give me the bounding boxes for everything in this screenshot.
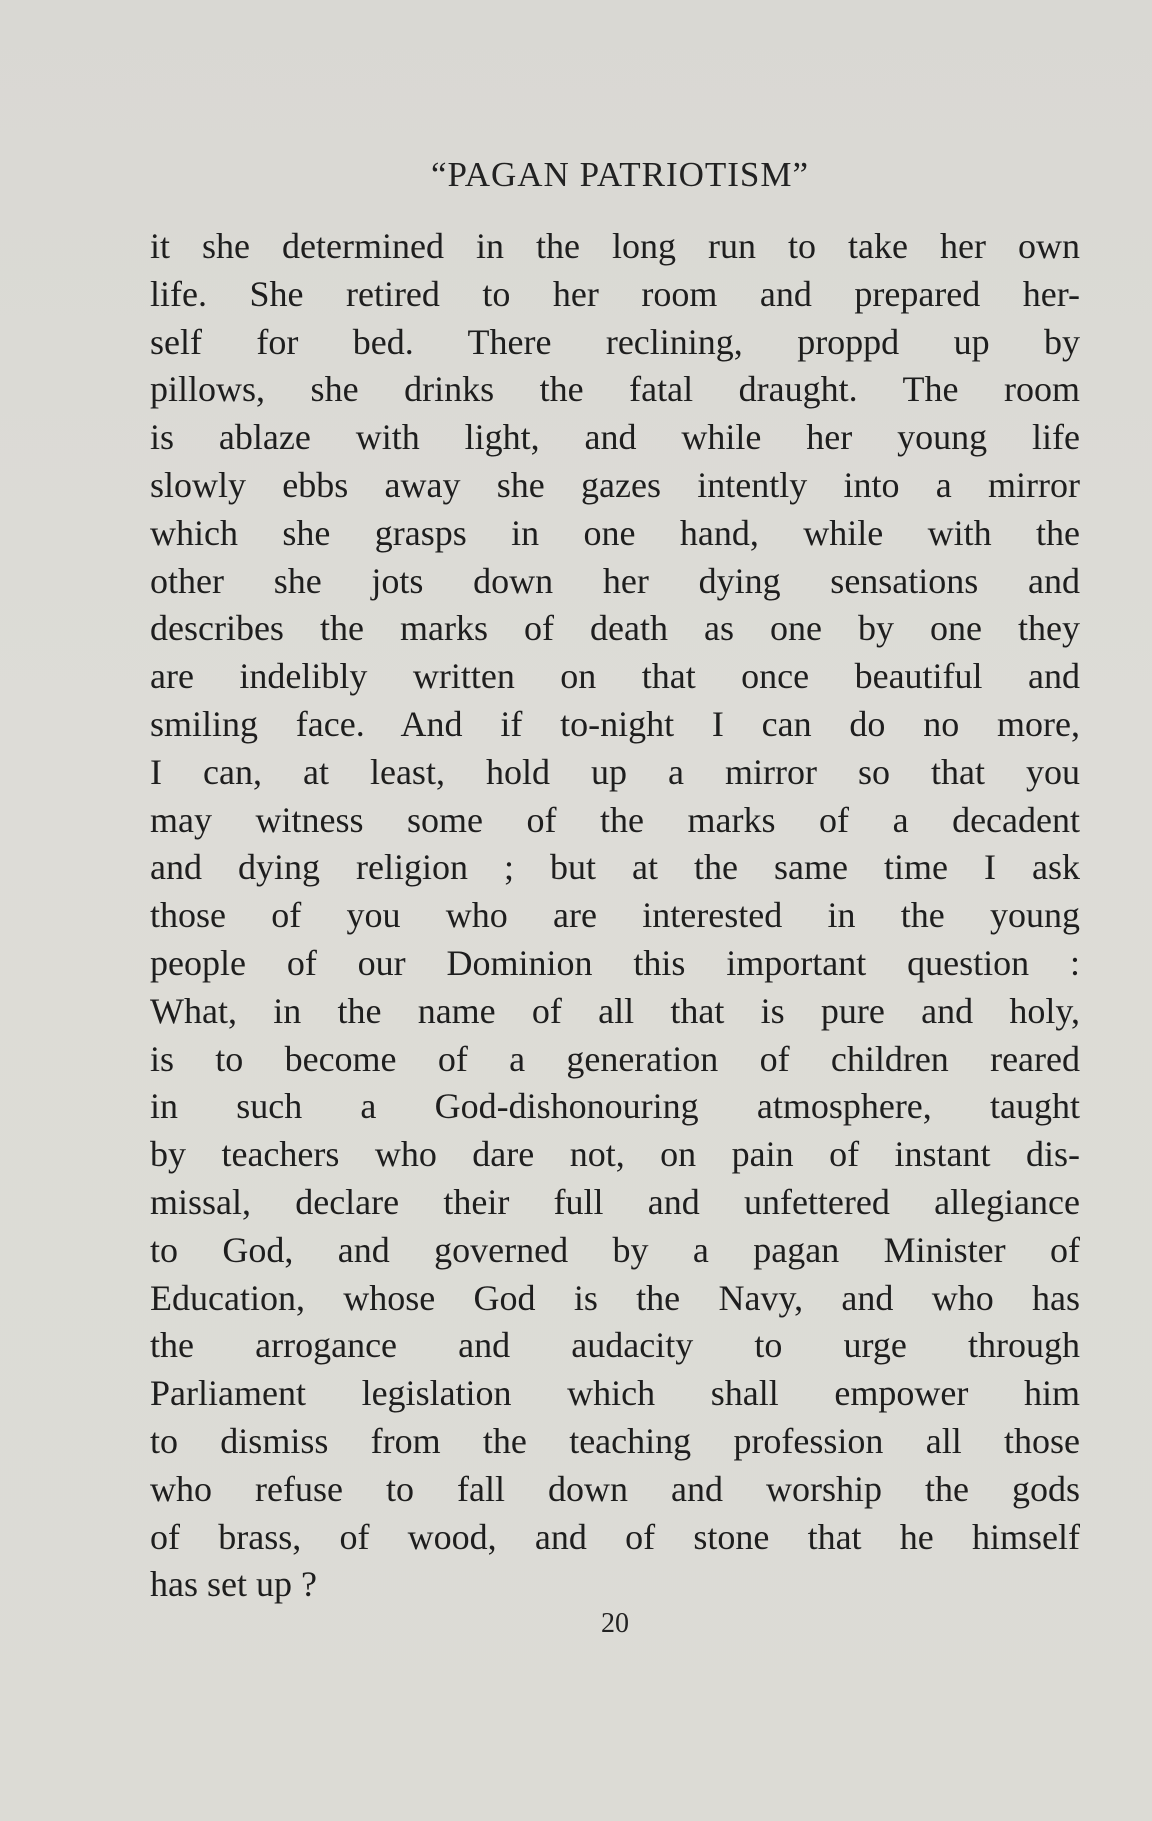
text-line-24: the arrogance and audacity to urge through <box>150 1325 1080 1366</box>
text-line-19: in such a God-dishonouring atmosphere, taught <box>150 1086 1080 1127</box>
text-line-16: people of our Dominion this important question : <box>150 942 1080 983</box>
text-line-10: are indelibly written on that once beautiful and <box>150 656 1080 697</box>
text-line-22: to God, and governed by a pagan Minister of <box>150 1229 1080 1270</box>
text-line-3: self for bed. There reclining, proppd up by <box>150 321 1080 362</box>
page-number: 20 <box>601 1608 629 1639</box>
text-line-25: Parliament legislation which shall empower him <box>150 1373 1080 1414</box>
text-line-9: describes the marks of death as one by one they <box>150 608 1080 649</box>
text-line-1: it she determined in the long run to take her own <box>150 226 1080 266</box>
text-line-29: has set up ? <box>150 1564 317 1605</box>
text-line-15: those of you who are interested in the young <box>150 895 1080 936</box>
text-line-2: life. She retired to her room and prepared her- <box>150 273 1080 314</box>
text-line-27: who refuse to fall down and worship the gods <box>150 1468 1080 1509</box>
text-line-12: I can, at least, hold up a mirror so that you <box>150 751 1080 792</box>
body-text <box>150 223 1080 1609</box>
text-line-6: slowly ebbs away she gazes intently into a mirror <box>150 464 1080 505</box>
text-line-28: of brass, of wood, and of stone that he himself <box>150 1516 1080 1557</box>
text-line-5: is ablaze with light, and while her young life <box>150 417 1080 458</box>
text-line-18: is to become of a generation of children reared <box>150 1038 1080 1079</box>
text-line-14: and dying religion ; but at the same time I ask <box>150 847 1080 888</box>
text-line-21: missal, declare their full and unfettered allegiance <box>150 1181 1080 1222</box>
text-line-17: What, in the name of all that is pure and holy, <box>150 990 1080 1031</box>
text-line-11: smiling face. And if to-night I can do no more, <box>150 703 1080 744</box>
text-line-23: Education, whose God is the Navy, and who has <box>150 1277 1080 1318</box>
text-line-20: by teachers who dare not, on pain of instant dis- <box>150 1134 1080 1175</box>
text-line-7: which she grasps in one hand, while with the <box>150 512 1080 553</box>
text-line-4: pillows, she drinks the fatal draught. The room <box>150 369 1080 410</box>
text-line-26: to dismiss from the teaching profession all those <box>150 1420 1080 1461</box>
running-head: “PAGAN PATRIOTISM” <box>430 155 810 194</box>
text-line-8: other she jots down her dying sensations and <box>150 560 1080 601</box>
text-line-13: may witness some of the marks of a decadent <box>150 799 1080 840</box>
